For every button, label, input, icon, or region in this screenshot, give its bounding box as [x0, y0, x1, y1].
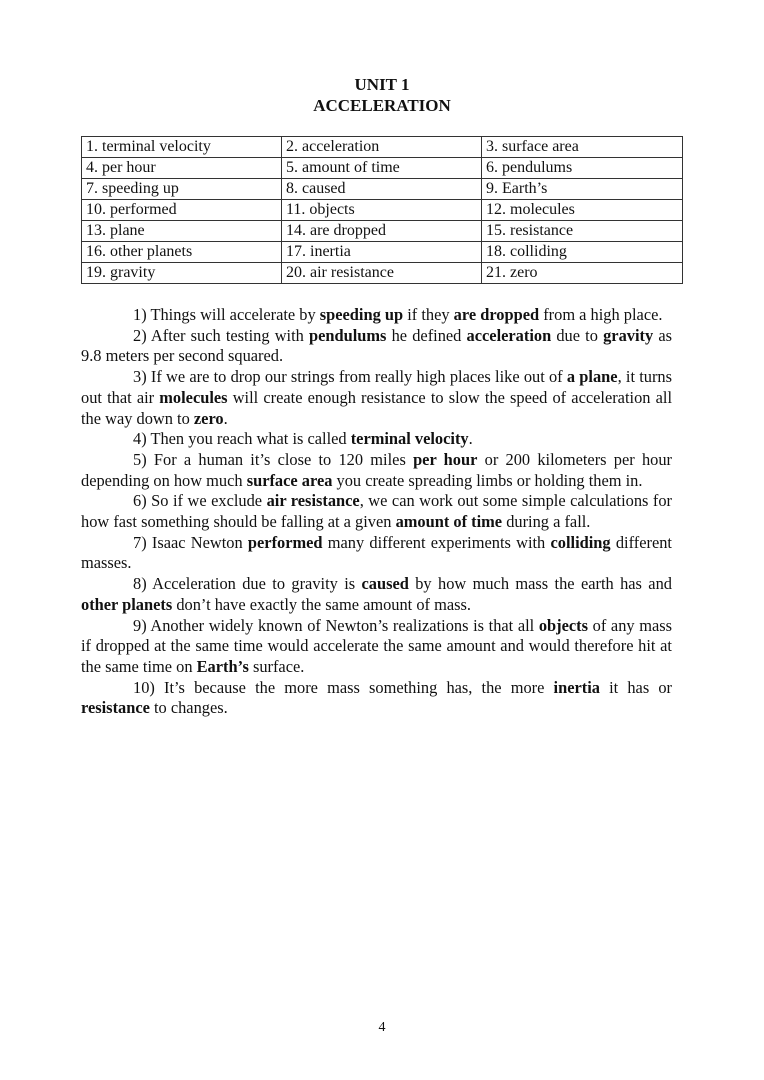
table-row	[82, 263, 683, 284]
text-segment: 4) Then you reach what is called	[133, 429, 351, 449]
table-cell: 14. are dropped	[282, 221, 482, 242]
keyword: objects	[538, 615, 589, 635]
table-cell: 2. acceleration	[282, 137, 482, 158]
text-segment: 1) Things will accelerate by	[133, 305, 320, 324]
keyword: inertia	[553, 677, 600, 697]
paragraph	[81, 533, 672, 574]
keyword: surface area	[246, 470, 333, 490]
paragraph	[81, 450, 672, 491]
table-cell: 15. resistance	[482, 221, 683, 242]
text-segment: 3) If we are to drop our strings from really high places like out of	[133, 367, 567, 387]
text-segment: 8) Acceleration due to gravity is	[133, 574, 362, 594]
keyword: air resistance	[266, 491, 360, 511]
keyword: a plane	[566, 367, 618, 387]
paragraph	[81, 305, 672, 326]
text-segment: due to	[551, 325, 604, 345]
paragraph	[81, 326, 672, 367]
text-segment: of any mass if dropped at the same time would accelerate the same amount and would therefore hit at the same time on	[81, 615, 672, 676]
table-cell: 4. per hour	[82, 158, 282, 179]
table-row	[82, 179, 683, 200]
table-row	[82, 200, 683, 221]
text-segment: 6) So if we exclude	[133, 491, 267, 511]
page-subtitle: ACCELERATION	[313, 96, 451, 115]
table-cell: 9. Earth’s	[482, 179, 683, 200]
text-segment: it has or	[599, 677, 673, 697]
keyword: acceleration	[466, 325, 552, 345]
table-cell: 12. molecules	[482, 200, 683, 221]
paragraph	[81, 367, 672, 429]
keyword: terminal velocity	[350, 429, 469, 449]
table-cell: 10. performed	[82, 200, 282, 221]
text-segment: will create enough resistance to slow the speed of acceleration all the way down to	[81, 387, 672, 428]
paragraph	[81, 616, 672, 678]
keyword: colliding	[550, 532, 611, 552]
text-segment: from a high place.	[539, 305, 663, 324]
keyword: gravity	[603, 325, 654, 345]
table-cell: 5. amount of time	[282, 158, 482, 179]
table-row	[82, 221, 683, 242]
text-segment: surface.	[248, 656, 305, 676]
text-segment: as 9.8 meters per second squared.	[81, 325, 672, 366]
page-title: UNIT 1	[354, 75, 410, 94]
table-cell: 8. caused	[282, 179, 482, 200]
keyword: resistance	[81, 698, 150, 718]
text-segment: 2) After such testing with	[133, 325, 309, 345]
paragraph	[81, 574, 672, 615]
text-segment: .	[223, 408, 228, 428]
text-segment: 7) Isaac Newton	[133, 532, 248, 552]
keyword: Earth’s	[196, 656, 249, 676]
text-segment: 10) It’s because the more mass something has, the more	[133, 677, 554, 697]
text-segment: different masses.	[81, 532, 672, 573]
text-segment: during a fall.	[502, 512, 591, 532]
table-row	[82, 137, 683, 158]
keyword: are dropped	[453, 305, 540, 324]
text-segment: 9) Another widely known of Newton’s realizations is that all	[133, 615, 539, 635]
text-segment: if they	[403, 305, 454, 324]
text-segment: 5) For a human it’s close to 120 miles	[133, 449, 414, 469]
page-number: 4	[378, 1020, 386, 1035]
keyword: other planets	[81, 594, 173, 614]
table-cell: 3. surface area	[482, 137, 683, 158]
keyword: speeding up	[319, 305, 404, 324]
table-cell: 21. zero	[482, 263, 683, 284]
table-cell: 7. speeding up	[82, 179, 282, 200]
table-cell: 19. gravity	[82, 263, 282, 284]
text-segment: or 200 kilometers per hour depending on how much	[81, 449, 673, 490]
vocabulary-table	[81, 136, 683, 284]
keyword: per hour	[413, 449, 478, 469]
paragraph	[81, 429, 672, 450]
keyword: zero	[193, 408, 224, 428]
table-cell: 16. other planets	[82, 242, 282, 263]
text-segment: by how much mass the earth has and	[408, 574, 672, 594]
paragraph	[81, 491, 672, 532]
table-cell: 20. air resistance	[282, 263, 482, 284]
table-row	[82, 242, 683, 263]
keyword: pendulums	[309, 325, 387, 345]
body-text	[81, 305, 672, 719]
keyword: performed	[247, 532, 323, 552]
table-cell: 11. objects	[282, 200, 482, 221]
table-cell: 17. inertia	[282, 242, 482, 263]
text-segment: , it turns out that air	[81, 367, 672, 407]
table-row	[82, 158, 683, 179]
table-cell: 13. plane	[82, 221, 282, 242]
text-segment: to changes.	[149, 698, 228, 718]
text-segment: you create spreading limbs or holding them in.	[332, 470, 643, 490]
text-segment: many different experiments with	[322, 532, 551, 552]
table-cell: 18. colliding	[482, 242, 683, 263]
text-segment: .	[468, 429, 473, 449]
keyword: molecules	[159, 387, 228, 407]
keyword: caused	[361, 574, 409, 594]
text-segment: he defined	[386, 325, 467, 345]
paragraph	[81, 678, 672, 719]
table-cell: 6. pendulums	[482, 158, 683, 179]
keyword: amount of time	[395, 512, 503, 532]
text-segment: don’t have exactly the same amount of mass.	[172, 594, 471, 614]
text-segment: , we can work out some simple calculations for how fast something should be falling at a given	[81, 491, 673, 532]
table-cell: 1. terminal velocity	[82, 137, 282, 158]
